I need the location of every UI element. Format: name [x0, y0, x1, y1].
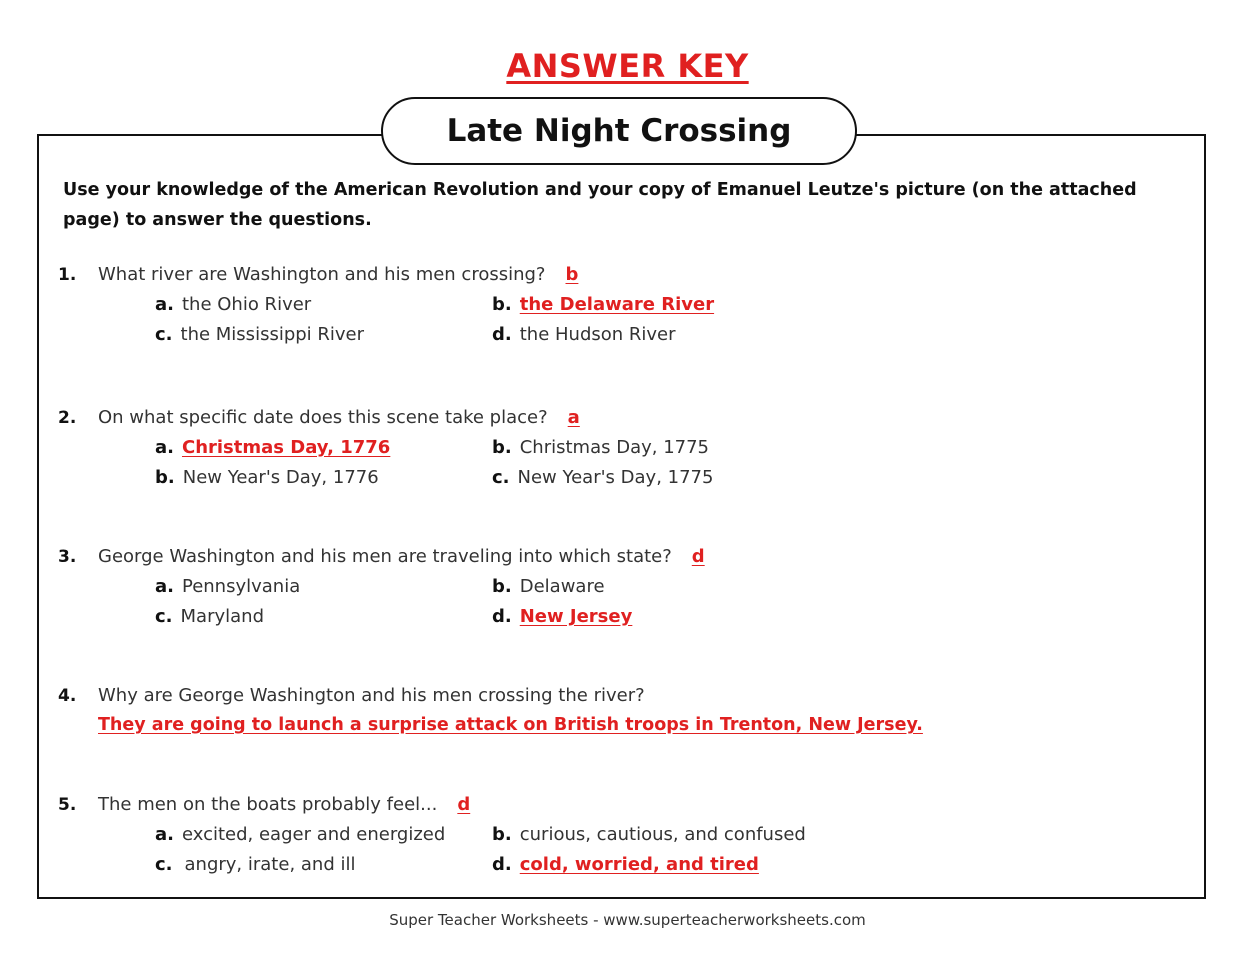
question-text: Why are George Washington and his men crossing the river? — [98, 685, 645, 706]
answer-key-heading: ANSWER KEY — [506, 47, 749, 85]
question-number: 3. — [58, 547, 77, 567]
option: c. Maryland — [155, 606, 264, 627]
option: b. Christmas Day, 1775 — [492, 437, 710, 458]
question-text: What river are Washington and his men crossing? b — [98, 264, 579, 285]
question-number: 4. — [58, 686, 77, 706]
option-correct: a. Christmas Day, 1776 — [155, 437, 391, 458]
option: a. the Ohio River — [155, 294, 312, 315]
question-text: George Washington and his men are traveling into which state? d — [98, 546, 705, 567]
title-banner — [381, 97, 857, 165]
option: a. Pennsylvania — [155, 576, 301, 597]
option-correct: d. cold, worried, and tired — [492, 854, 759, 875]
question-text: On what specific date does this scene take place? a — [98, 407, 580, 428]
question-number: 1. — [58, 265, 77, 285]
option: b. curious, cautious, and confused — [492, 824, 806, 845]
answer-text: They are going to launch a surprise attack on British troops in Trenton, New Jersey. — [98, 715, 923, 735]
answer-letter: b — [565, 264, 579, 285]
option-correct: b. the Delaware River — [492, 294, 715, 315]
answer-letter: d — [457, 794, 471, 815]
worksheet-frame — [37, 134, 1206, 899]
worksheet-title: Late Night Crossing — [446, 113, 792, 149]
option: b. New Year's Day, 1776 — [155, 467, 379, 488]
answer-letter: d — [691, 546, 705, 567]
option: c. New Year's Day, 1775 — [492, 467, 714, 488]
question-number: 2. — [58, 408, 77, 428]
option: c. the Mississippi River — [155, 324, 365, 345]
option-correct: d. New Jersey — [492, 606, 633, 627]
answer-letter: a — [567, 407, 580, 428]
question-text: The men on the boats probably feel... d — [98, 794, 471, 815]
instructions: Use your knowledge of the American Revolution and your copy of Emanuel Leutze's picture (on the attached page) to answer the questions. — [63, 180, 1137, 230]
question-number: 5. — [58, 795, 77, 815]
option: a. excited, eager and energized — [155, 824, 446, 845]
footer: Super Teacher Worksheets - www.superteacherworksheets.com — [389, 911, 866, 929]
option: b. Delaware — [492, 576, 605, 597]
option: c. angry, irate, and ill — [155, 854, 356, 875]
option: d. the Hudson River — [492, 324, 676, 345]
